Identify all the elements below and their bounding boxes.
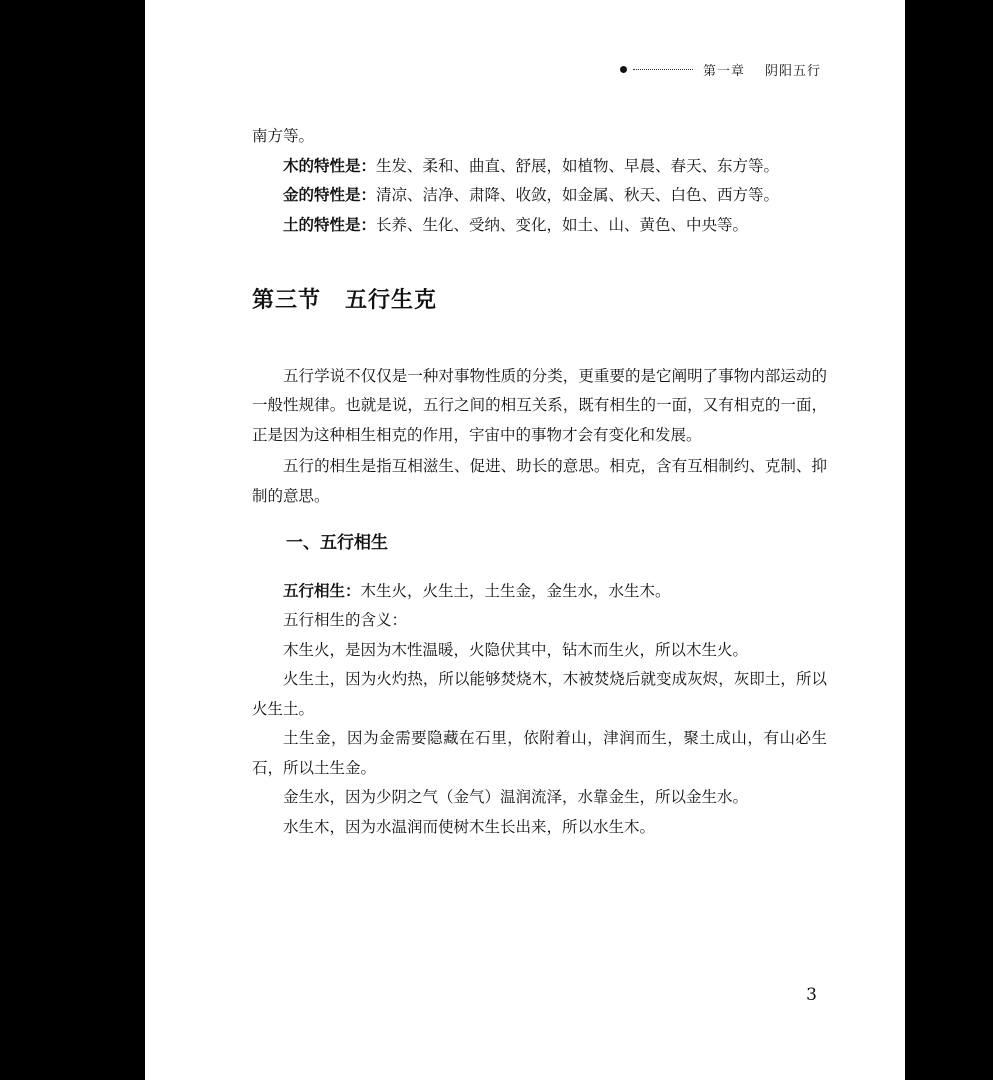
generation-summary: [252, 577, 827, 607]
section-number: 第三节: [252, 288, 322, 313]
section-title: 五行生克: [345, 288, 438, 313]
subsection-heading: 一、五行相生: [286, 533, 388, 553]
earth-generates-metal: 土生金，因为金需要隐藏在石里，依附着山，津润而生，聚土成山，有山必生石，所以土生金。: [252, 729, 827, 777]
generation-meaning: 五行相生的含义：: [283, 611, 408, 629]
wood-text: 生发、柔和、曲直、舒展，如植物、早晨、春天、东方等。: [376, 156, 780, 175]
intro-paragraph-2: 五行的相生是指互相滋生、促进、助长的意思。相克，含有互相制约、克制、抑制的意思。: [252, 457, 827, 505]
chapter-label: 第一章: [702, 64, 745, 79]
wood-label: 木的特性是：: [283, 156, 377, 175]
paragraph-earth: [252, 211, 827, 241]
paragraph-wood: [252, 152, 827, 182]
page-body: [252, 122, 827, 842]
paragraph-metal: [252, 181, 827, 211]
intro-paragraph-1: 五行学说不仅仅是一种对事物性质的分类，更重要的是它阐明了事物内部运动的一般性规律。也就是说，五行之间的相互关系，既有相生的一面，又有相克的一面，正是因为这种相生相克的作用，宇宙中的事物才会有变化和发展。: [252, 366, 827, 444]
generation-text: 木生火，火生土，土生金，金生水，水生木。: [360, 581, 671, 600]
metal-text: 清凉、洁净、肃降、收敛，如金属、秋天、白色、西方等。: [376, 186, 780, 204]
generation-label: 五行相生：: [283, 581, 361, 600]
metal-label: 金的特性是：: [283, 186, 377, 204]
earth-label: 土的特性是：: [283, 215, 377, 234]
earth-text: 长养、生化、受纳、变化，如土、山、黄色、中央等。: [376, 215, 749, 234]
dotted-rule: [633, 69, 693, 70]
metal-generates-water: 金生水，因为少阴之气（金气）温润流泽，水靠金生，所以金生水。: [283, 788, 749, 806]
book-page: [145, 0, 905, 1080]
running-head: [620, 60, 821, 79]
section-heading: [252, 286, 827, 316]
page-number: 3: [806, 985, 817, 1005]
wood-generates-fire: 木生火，是因为木性温暖，火隐伏其中，钻木而生火，所以木生火。: [283, 640, 749, 659]
fire-generates-earth: 火生土，因为火灼热，所以能够焚烧木，木被焚烧后就变成灰烬，灰即土，所以火生土。: [252, 670, 827, 718]
chapter-title: 阴阳五行: [764, 64, 821, 79]
bullet-icon: [620, 66, 627, 73]
water-generates-wood: 水生木，因为水温润而使树木生长出来，所以水生木。: [283, 817, 656, 836]
paragraph-continuation: 南方等。: [252, 127, 315, 145]
